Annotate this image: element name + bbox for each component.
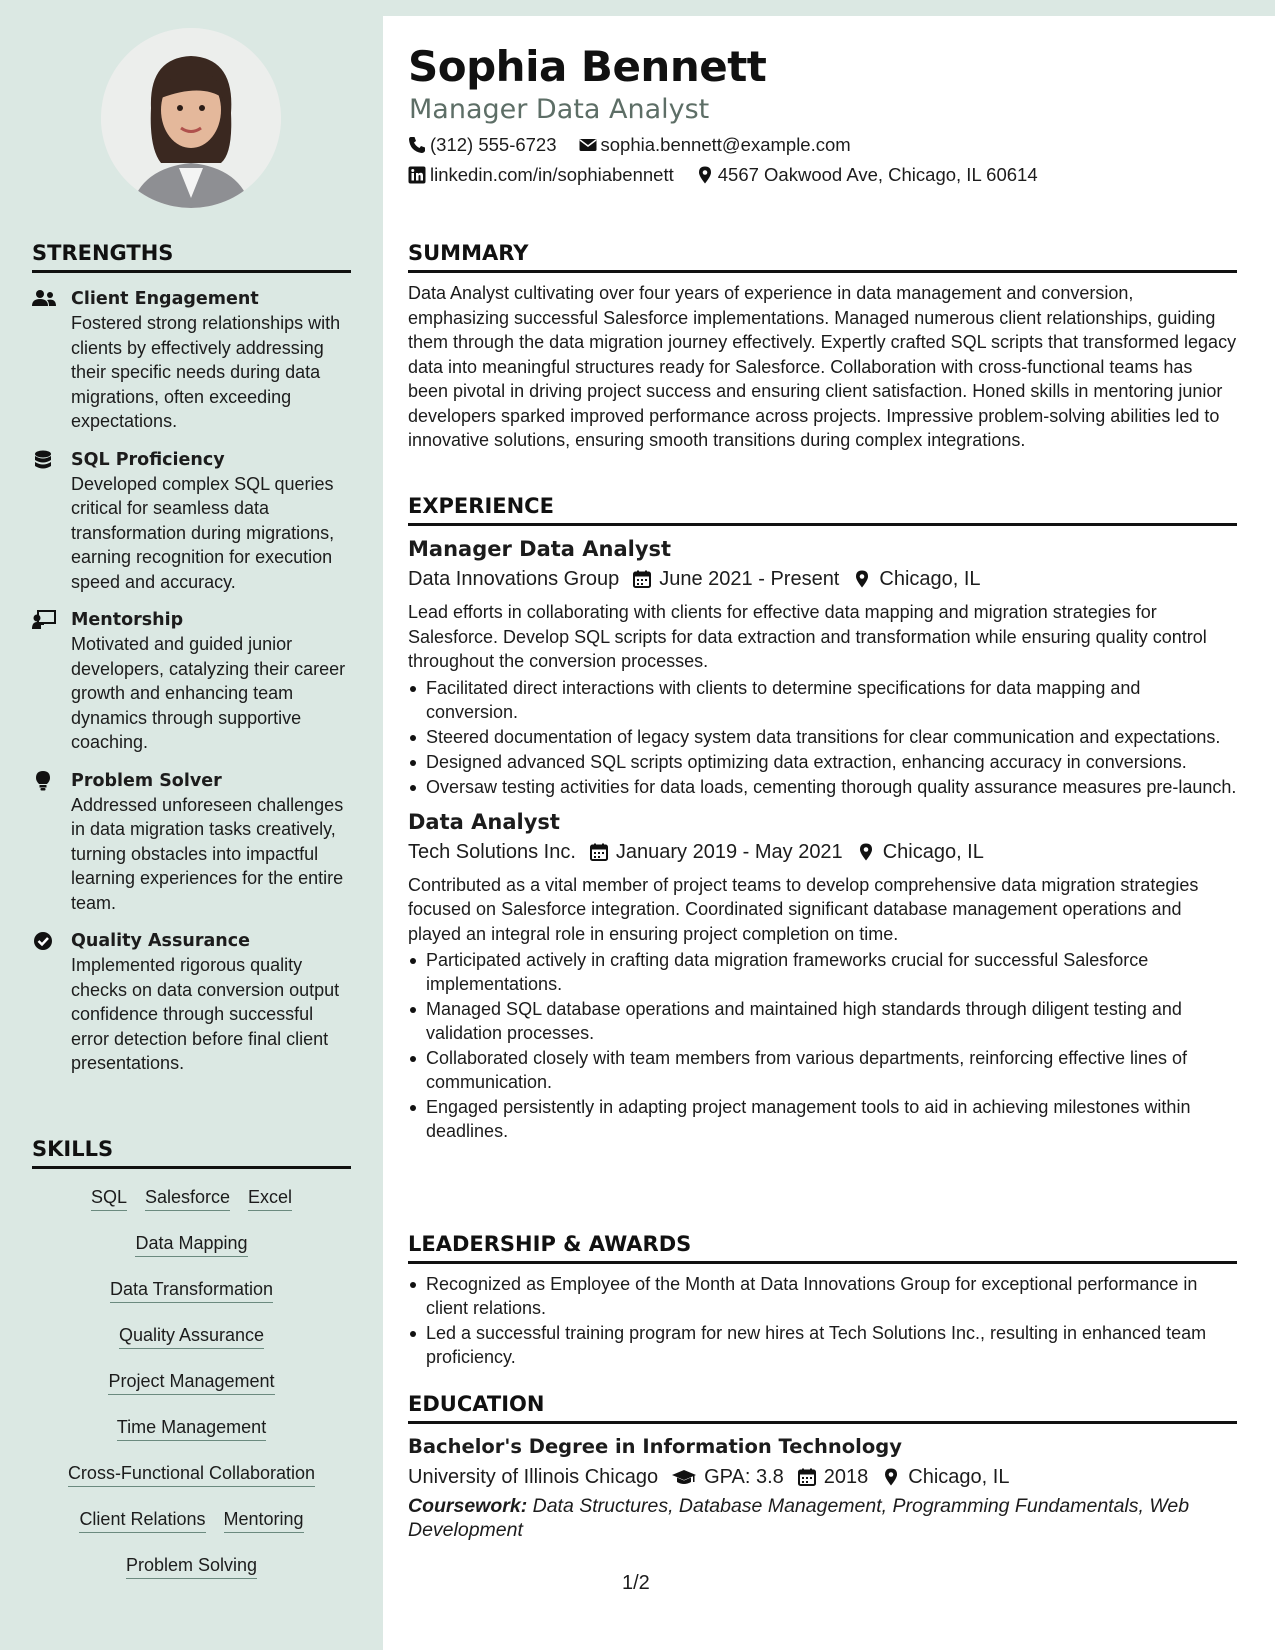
map-marker-icon [696,166,714,184]
list-item: Oversaw testing activities for data loads, cementing thorough quality assurance measures pre-launch. [408,775,1237,799]
skill-tag: SQL [91,1185,127,1211]
strength-desc: Fostered strong relationships with clients by effectively addressing their specific needs during data migrations, often exceeding expectations. [71,313,341,431]
skill-tag: Excel [248,1185,292,1211]
graduation-cap-icon [672,1468,696,1486]
calendar-icon [633,570,651,588]
strength-desc: Motivated and guided junior developers, catalyzing their career growth and enhancing team dynamics through supportive coaching. [71,634,346,752]
map-marker-icon [853,570,871,588]
list-item: Recognized as Employee of the Month at Data Innovations Group for exceptional performance in client relations. [408,1272,1237,1320]
graduation-year: 2018 [823,1466,869,1488]
strength-desc: Developed complex SQL queries critical for seamless data transformation during migrations, earning recognition for execution speed and accuracy. [71,473,335,592]
list-item: Engaged persistently in adapting project management tools to aid in achieving milestones within deadlines. [408,1095,1237,1143]
skill-tag: Client Relations [79,1507,205,1533]
job-location: Chicago, IL [879,568,981,590]
profile-photo [101,28,281,208]
users-icon [32,289,56,309]
list-item: Facilitated direct interactions with clients to determine specifications for data mapping and conversion. [408,676,1237,724]
skill-tag: Quality Assurance [119,1323,264,1349]
list-item: Managed SQL database operations and maintained high standards through diligent testing and validation processes. [408,997,1237,1045]
envelope-icon [579,136,597,154]
strength-item [32,287,351,434]
skill-tag: Data Mapping [135,1231,247,1257]
strength-title: Client Engagement [71,289,259,309]
list-item: Collaborated closely with team members from various departments, reinforcing effective lines of communication. [408,1046,1237,1094]
skill-tag: Problem Solving [126,1553,257,1579]
skill-tag: Salesforce [145,1185,230,1211]
skill-tag: Data Transformation [110,1277,273,1303]
experience-section [408,494,1237,1144]
list-item: Designed advanced SQL scripts optimizing data extraction, enhancing accuracy in conversions. [408,750,1237,774]
candidate-role: Manager Data Analyst [409,94,710,125]
skills-heading: SKILLS [32,1137,351,1169]
linkedin-icon [408,166,426,184]
skill-tag: Project Management [108,1369,274,1395]
chalkboard-teacher-icon [32,610,56,630]
job-description: Contributed as a vital member of project teams to develop comprehensive data migration strategies focused on Salesforce integration. Coordinated significant database management operations and played an integral role in ensuring project completion on time. [408,874,1199,944]
strength-title: SQL Proficiency [71,449,225,470]
strength-item [32,448,351,595]
address-text: 4567 Oakwood Ave, Chicago, IL 60614 [717,164,1038,185]
company-name: Tech Solutions Inc. [408,840,576,863]
strength-item [32,608,351,755]
summary-section [408,241,1237,453]
strength-title: Problem Solver [71,770,222,791]
education-heading: EDUCATION [408,1392,1237,1424]
company-name: Data Innovations Group [408,568,620,590]
summary-heading: SUMMARY [408,241,1237,273]
skills-list [32,1185,351,1579]
skill-tag: Time Management [117,1415,266,1441]
job-entry [408,536,1237,799]
contact-row [408,134,851,156]
coursework-label: Coursework: [408,1495,528,1517]
job-title: Manager Data Analyst [408,537,672,561]
gpa: GPA: 3.8 [704,1466,784,1488]
job-dates: June 2021 - Present [659,568,840,590]
job-dates: January 2019 - May 2021 [615,840,843,863]
phone-icon [408,136,426,154]
strength-title: Mentorship [71,610,184,630]
leadership-heading: LEADERSHIP & AWARDS [408,1232,1237,1264]
strengths-heading: STRENGTHS [32,241,351,273]
degree-title: Bachelor's Degree in Information Technology [408,1435,902,1458]
leadership-section [408,1232,1237,1370]
skills-section [32,1137,351,1599]
job-title: Data Analyst [408,809,560,834]
linkedin-link[interactable]: linkedin.com/in/sophiabennett [430,164,674,185]
list-item: Participated actively in crafting data migration frameworks crucial for successful Salesforce implementations. [408,948,1237,996]
strength-desc: Implemented rigorous quality checks on data conversion output confidence through successful error detection before final client presentations. [71,955,340,1073]
job-location: Chicago, IL [882,840,984,863]
job-meta [408,839,1237,865]
email-link[interactable]: sophia.bennett@example.com [600,134,851,155]
school-name: University of Illinois Chicago [408,1466,659,1488]
education-section [408,1392,1237,1542]
map-marker-icon [882,1468,900,1486]
experience-heading: EXPERIENCE [408,494,1237,526]
candidate-name: Sophia Bennett [408,42,767,91]
list-item: Led a successful training program for new hires at Tech Solutions Inc., resulting in enhanced team proficiency. [408,1321,1237,1369]
phone-number[interactable]: (312) 555-6723 [430,134,557,155]
job-entry [408,809,1237,1144]
map-marker-icon [857,843,875,861]
job-bullets [408,948,1237,1143]
leadership-bullets [408,1272,1237,1369]
coursework [408,1494,1237,1542]
coursework-text: Data Structures, Database Management, Programming Fundamentals, Web Development [408,1495,1190,1541]
job-meta [408,566,1237,592]
skill-tag: Mentoring [224,1507,304,1533]
job-bullets [408,676,1237,799]
job-description: Lead efforts in collaborating with clients for effective data mapping and migration strategies for Salesforce. Develop SQL scripts for data extraction and transformation while ensuring quality control throughout the conversion processes. [408,602,1207,671]
sidebar [0,0,383,1650]
main-content [383,16,1275,1650]
summary-text: Data Analyst cultivating over four years of experience in data management and conversion, emphasizing successful Salesforce implementations. Managed numerous client relationships, guiding them through the data migration journey effectively. Expertly crafted SQL scripts that transformed legacy data into meaningful structures ready for Salesforce. Collaboration with cross-functional teams has been pivotal in driving project success and ensuring client satisfaction. Honed skills in mentoring junior developers sparked improved performance across projects. Impressive problem-solving abilities led to innovative solutions, ensuring smooth transitions during complex integrations. [408,283,1237,450]
database-icon [32,450,56,470]
calendar-icon [590,843,608,861]
check-circle-icon [32,931,56,951]
strength-title: Quality Assurance [71,931,250,951]
calendar-icon [798,1468,816,1486]
education-meta [408,1464,1237,1490]
strength-item [32,769,351,916]
strengths-section [32,241,351,1076]
contact-row [408,164,1038,186]
lightbulb-icon [32,771,56,791]
list-item: Steered documentation of legacy system data transitions for clear communication and expectations. [408,725,1237,749]
education-location: Chicago, IL [908,1466,1010,1488]
strength-item [32,929,351,1076]
strength-desc: Addressed unforeseen challenges in data migration tasks creatively, turning obstacles into impactful learning experiences for the entire team. [71,794,344,913]
page-number: 1/2 [622,1572,650,1594]
skill-tag: Cross-Functional Collaboration [68,1461,315,1487]
